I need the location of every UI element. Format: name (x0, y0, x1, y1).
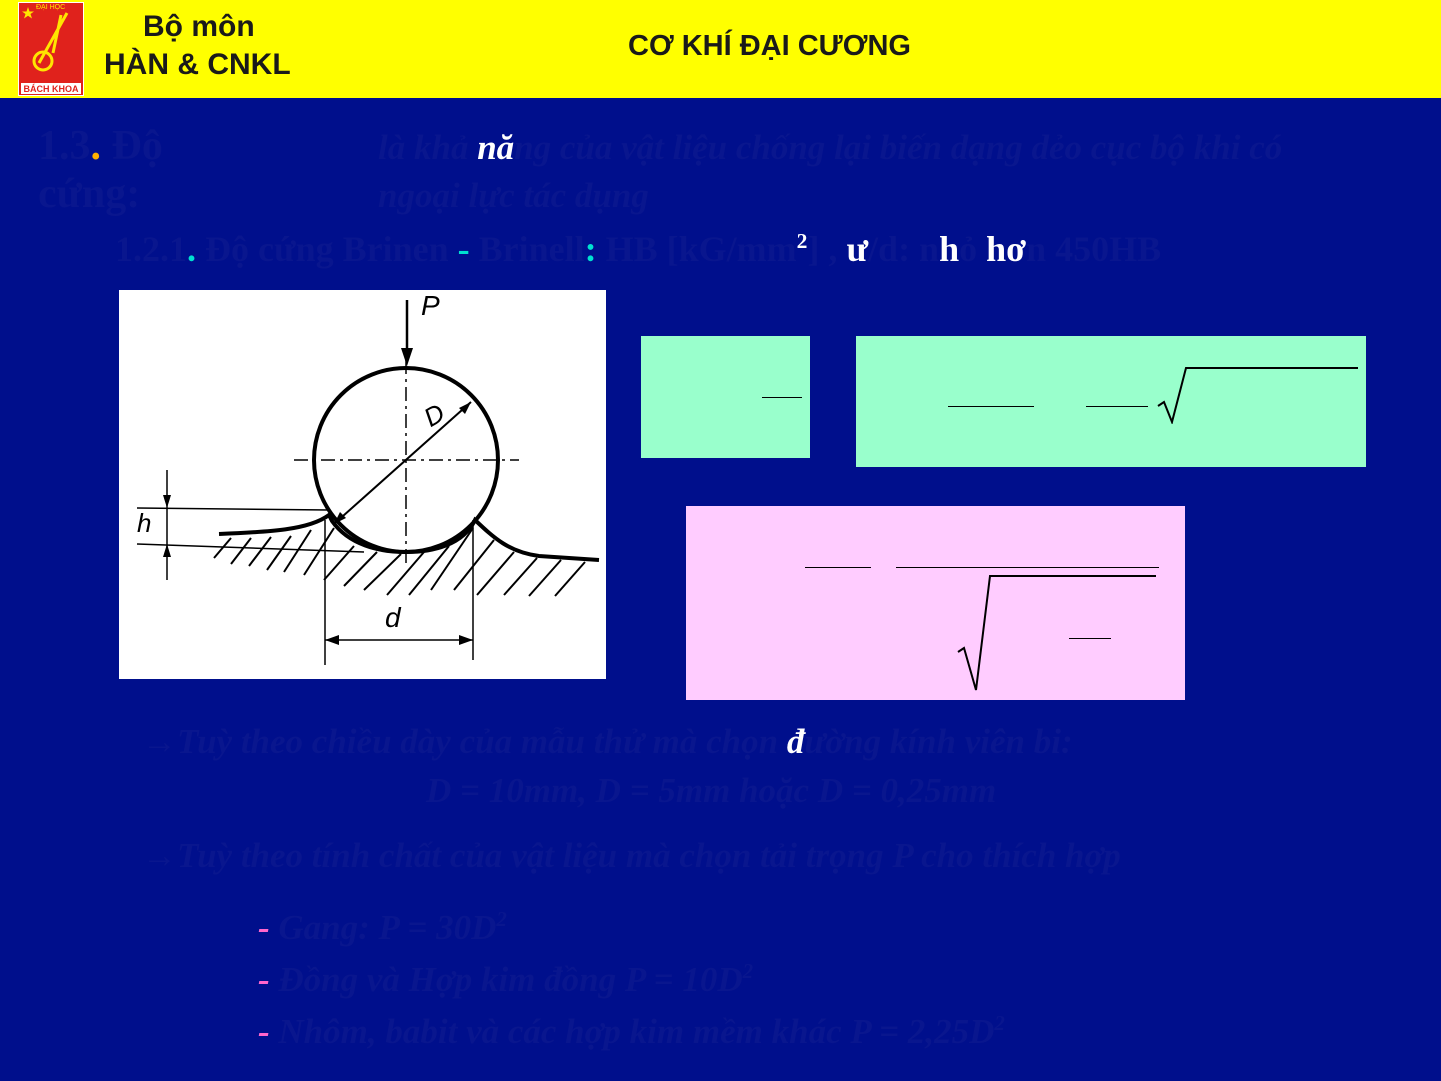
department-line1: Bộ môn (143, 10, 255, 43)
logo-bottom-text: BÁCH KHOA (23, 84, 79, 94)
brinell-diagram-drawing (119, 290, 606, 679)
note-load (142, 836, 1121, 876)
material-text: Đồng và Hợp kim đồng P = 10D (269, 960, 743, 999)
fraction-bar (762, 397, 802, 398)
definition-part-b: ng của vật liệu chống lại biến dạng dẻo cục bộ khi có (514, 128, 1283, 167)
definition-part-a: là khả (378, 128, 478, 167)
list-bullet: - (258, 960, 270, 999)
note-load-text: Tuỳ theo tính chất của vật liệu mà chọn tải trọng P cho thích hợp (177, 836, 1121, 875)
subsection-unit: HB [kG/mm (596, 229, 797, 269)
note-diameter-part-b: ường kính viên bi: (804, 722, 1073, 761)
subsection-tail: n 450HB (1026, 229, 1162, 269)
label-ball-diameter: D (418, 397, 450, 433)
logo-top-text: ĐẠI HỌC (36, 4, 66, 11)
subsection-unit-sup: 2 (796, 229, 808, 254)
label-indent-d: d (385, 602, 401, 633)
subsection-unit-close: ] , (807, 229, 847, 269)
material-item-copper (258, 956, 1005, 1008)
list-bullet: - (258, 908, 270, 947)
subsection-dot: . (187, 229, 196, 269)
subsection-colon: : (584, 229, 597, 269)
section-title-line1: Độ (111, 123, 163, 169)
definition-text (378, 124, 1282, 220)
material-item-cast-iron (258, 904, 1005, 956)
department-line2: HÀN & CNKL (104, 48, 291, 81)
formula-box-hb (641, 336, 810, 458)
material-sup: 2 (994, 1011, 1005, 1036)
subsection-mid: /d: n (868, 229, 940, 269)
fraction-bar (1069, 638, 1111, 639)
material-text: Nhôm, babit và các hợp kim mềm khác P = 2,25D (269, 1012, 995, 1051)
subsection-heading (115, 228, 1161, 270)
university-logo (18, 2, 84, 96)
course-title: CƠ KHÍ ĐẠI CƯƠNG (628, 30, 911, 62)
fraction-bar (896, 567, 1159, 568)
note-diameter (142, 722, 1073, 762)
label-force-p: P (421, 290, 440, 321)
formula-box-hb-expanded (856, 336, 1366, 467)
section-number: 1.3 (38, 123, 91, 169)
material-item-aluminum (258, 1008, 1005, 1060)
note-diameter-highlight: đ (786, 722, 805, 761)
subsection-dash: - (457, 229, 470, 269)
fraction-bar (1086, 406, 1148, 407)
definition-line2: ngoại lực tác dụng (378, 176, 649, 215)
material-text: Gang: P = 30D (269, 908, 497, 947)
logo-emblem-icon (19, 3, 83, 95)
subsection-highlight-2: h (939, 229, 960, 269)
section-title-line2: cứng: (38, 171, 141, 217)
arrow-right-icon: → (142, 722, 177, 761)
definition-highlight: nă (477, 128, 515, 167)
section-title (38, 122, 163, 218)
material-sup: 2 (496, 907, 507, 932)
materials-list (258, 904, 1005, 1060)
subsection-number: 1.2.1 (115, 229, 187, 269)
subsection-name: Brinell (469, 229, 585, 269)
label-depth-h: h (137, 508, 152, 538)
list-bullet: - (258, 1012, 270, 1051)
brinell-diagram (119, 290, 606, 679)
arrow-right-icon: → (142, 836, 177, 875)
note-diameter-values: D = 10mm, D = 5mm hoặc D = 0,25mm (426, 771, 997, 810)
subsection-mid-2: ỏ (959, 229, 987, 269)
formula-box-depth (686, 506, 1185, 700)
fraction-bar (948, 406, 1034, 407)
sqrt-icon (1156, 364, 1361, 424)
note-diameter-part-a: Tuỳ theo chiều dày của mẫu thử mà chọn (177, 722, 787, 761)
section-dot: . (90, 123, 101, 169)
sqrt-icon (956, 572, 1161, 692)
subsection-highlight-3: hơ (986, 229, 1027, 269)
fraction-bar (805, 567, 871, 568)
subsection-highlight-1: ư (846, 229, 869, 269)
subsection-title: Độ cứng Brinen (196, 229, 458, 269)
material-sup: 2 (742, 959, 754, 984)
